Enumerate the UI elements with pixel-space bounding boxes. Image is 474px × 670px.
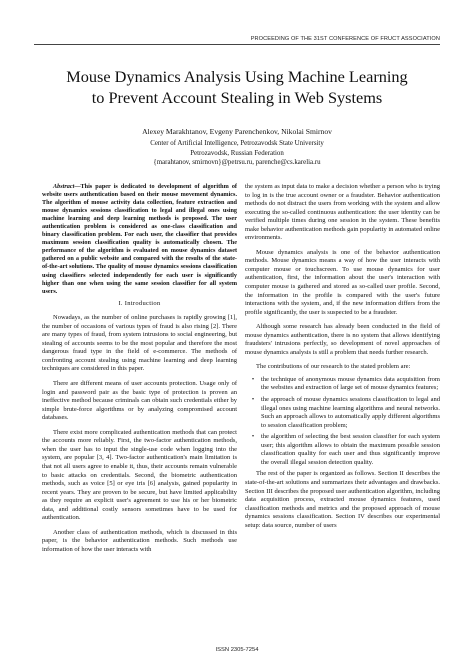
contribution-bullet	[245, 396, 440, 430]
title-line-2: to Prevent Account Stealing in Web Systems	[91, 88, 383, 107]
abstract	[42, 183, 237, 296]
issn-footer: ISSN 2305-7254	[215, 647, 259, 653]
body-paragraph: the system as input data to make a decision whether a person who is trying to log in is the true account owner or a fraudster. Behavior authentication methods do not distract the users from working with the system and allow executing the so-called continuous authentication: the user identity can be verified multiple times during one session in the system. These benefits make behavior authentication methods gain popularity in automated online environments.	[245, 183, 440, 242]
affiliation	[34, 139, 440, 168]
author-list: Alexey Marakhtanov, Evgeny Parenchenkov, Nikolai Smirnov	[142, 127, 332, 136]
section-heading-introduction: I. Introduction	[118, 299, 161, 307]
affiliation-emails: {marahtanov, smirnovn}@petrsu.ru, parenche@cs.karelia.ru	[153, 159, 321, 167]
abstract-lead: Abstract	[53, 183, 75, 190]
body-paragraph: Although some research has already been conducted in the field of mouse dynamics authentication, there is no system that allows identifying fraudsters' intrusions perfectly, so development of novel approaches of mouse dynamics analysis is still a problem that needs further research.	[245, 323, 440, 356]
paper-title	[34, 66, 440, 108]
bullet-icon: •	[251, 396, 255, 404]
affiliation-line-1: Center of Artificial Intelligence, Petrozavodsk State University	[150, 140, 324, 147]
intro-paragraph: There are different means of user accounts protection. Usage only of login and password pair as the basic type of protection is proven an ineffective method because criminals can obtain such credentials either by simple brute-force algorithms or by analyzing compromised account databases.	[42, 380, 237, 422]
contribution-bullet	[245, 376, 440, 393]
bullet-text: the approach of mouse dynamics sessions classification to legal and illegal ones using machine learning algorithms and neural networks. Such an approach allows to automatically apply different algorithms to session classification problem;	[261, 396, 440, 429]
intro-paragraph: There exist more complicated authentication methods that can protect the accounts more reliably. First, the two-factor authentication methods, when the user has to input the single-use code when logging into the system, are popular [3, 4]. Two-factor authentication's main limitation is that not all users agree to enable it, thus, their accounts remain vulnerable to basic attacks on credentials. Second, the biometric authentication methods, such as voice [5] or eye iris [6] analysis, gained popularity in recent years. They are proven to be secure, but have limited applicability as they require an explicit user's agreement to use his or her biometric data, and additional costly sensors sometimes have to be used for authentication.	[42, 428, 237, 522]
intro-paragraph: Nowadays, as the number of online purchases is rapidly growing [1], the number of occasions of various types of fraud is also rising [2]. There are many types of fraud, from system intrusions to social engineering, but stealing of accounts seems to be the most popular and therefore the most dangerous fraud type in the field of e-commerce. The methods of confronting account stealing using machine learning and deep learning techniques are considered in this paper.	[42, 314, 237, 373]
bullet-icon: •	[251, 375, 255, 383]
bullet-icon: •	[251, 433, 255, 441]
body-paragraph: Mouse dynamics analysis is one of the behavior authentication methods. Mouse dynamics means a way of how the user interacts with computer mouse or touchscreen. To use mouse dynamics for user authentication, first, the information about the user's interaction with computer mouse is gathered and stored as so-called user profile. Second, the information in the profile is compared with the user's future interactions with the system, and, if the new information differs from the profile significantly, the user is suspected to be a fraudster.	[245, 248, 440, 316]
conference-header: PROCEEDING OF THE 31ST CONFERENCE OF FRUCT ASSOCIATION	[248, 36, 440, 42]
contribution-bullet	[245, 433, 440, 467]
body-paragraph: The contributions of our research to the stated problem are:	[256, 363, 411, 371]
intro-paragraph: Another class of authentication methods, which is discussed in this paper, is the behavior authentication methods. Such methods use information of how the user interacts with	[42, 528, 237, 553]
left-column	[42, 183, 237, 555]
bullet-text: the algorithm of selecting the best session classifier for each system user; this algorithm allows to obtain the maximum possible session classification quality for each user and thus significantly improve the overall illegal session detection quality.	[261, 433, 440, 466]
bullet-text: the technique of anonymous mouse dynamics data acquisition from the websites and extraction of large set of mouse dynamics features;	[261, 375, 440, 392]
body-paragraph: The rest of the paper is organized as follows. Section II describes the state-of-the-art solutions and summarizes their advantages and drawbacks. Section III describes the proposed user authentication algorithm, including data acquisition process, extracted mouse dynamics features, used classification methods and metrics and the proposed approach of mouse dynamics sessions classification. Section IV describes our experimental setup: data source, number of users	[245, 470, 440, 529]
header-rule	[34, 44, 440, 45]
affiliation-line-2: Petrozavodsk, Russian Federation	[190, 149, 284, 157]
title-line-1: Mouse Dynamics Analysis Using Machine Learning	[66, 67, 408, 86]
abstract-text: —This paper is dedicated to development of algorithm of website users authentication based on their mouse movement dynamics. The algorithm of mouse activity data collection, feature extraction and mouse dynamics sessions classification to legal and illegal ones using machine learning and deep learning methods is proposed. The user authentication problem is considered as one-class classification and binary classification problem. For each user, the classifier that provides maximum session classification quality is automatically chosen. The performance of the algorithm is evaluated on mouse dynamics dataset gathered on a public website and compared with the results of the state-of-the-art solutions. The quality of mouse dynamics sessions classification using classifiers selected independently for each user is significantly higher than one when using the same session classifier for all system users.	[42, 183, 237, 295]
right-column	[245, 183, 440, 531]
